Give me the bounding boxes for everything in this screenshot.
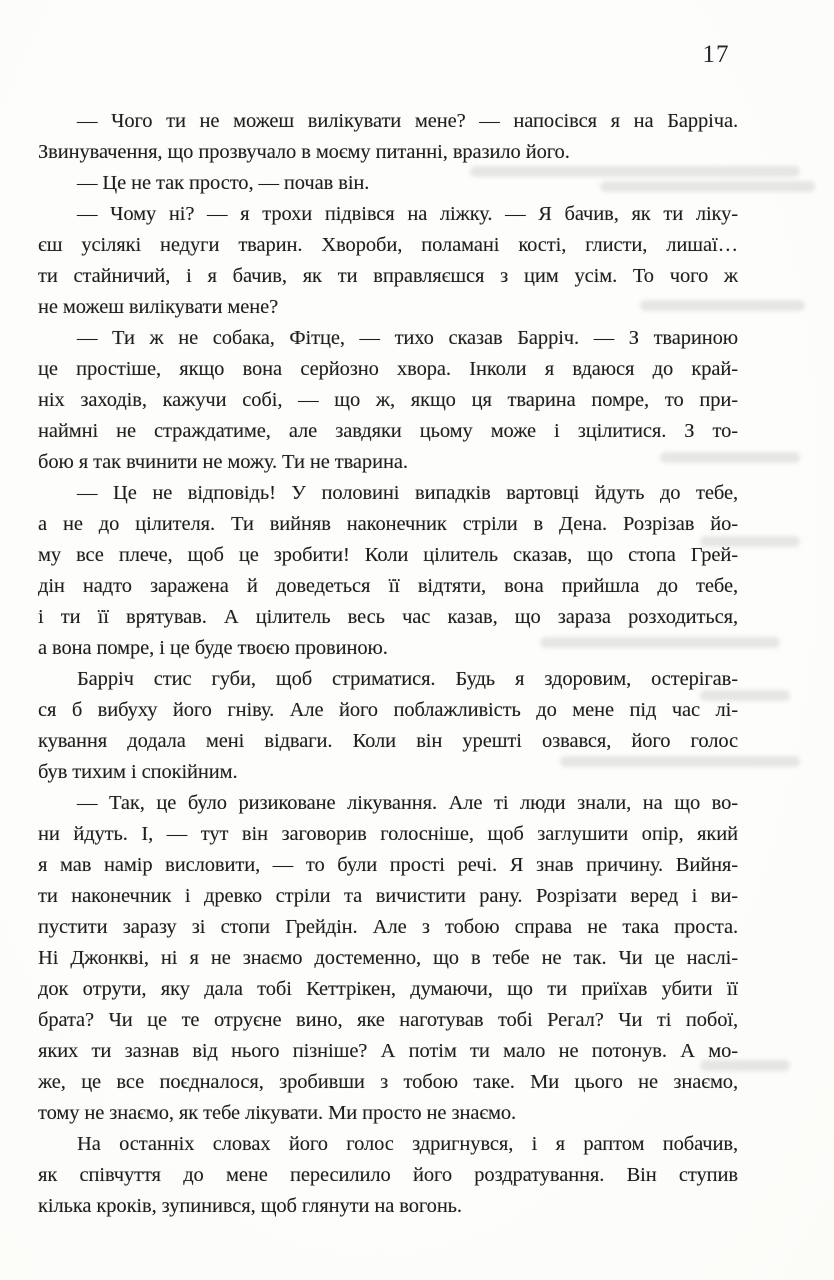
text-line: же, це все поєдналося, зробивши з тобою таке. Ми цього не знаємо, (38, 1071, 738, 1093)
text-line: наймні не страждатиме, але завдяки цьому може і зцілитися. З то- (38, 420, 738, 442)
text-line: бою я так вчинити не можу. Ти не тварина. (38, 451, 408, 473)
text-line: яких ти зазнав від нього пізніше? А потім ти мало не потонув. А мо- (38, 1040, 738, 1062)
text-line: ніх заходів, кажучи собі, — що ж, якщо ця тварина помре, то при- (38, 389, 738, 411)
text-line: кілька кроків, зупинився, щоб глянути на вогонь. (38, 1195, 462, 1217)
text-line: — Це не відповідь! У половині випадків вартовці йдуть до тебе, (77, 482, 738, 504)
text-line: — Так, це було ризиковане лікування. Але ті люди знали, на що во- (77, 792, 738, 814)
text-line: ти стайничий, і я бачив, як ти вправляєшся з цим усім. То чого ж (38, 265, 738, 287)
text-line: ни йдуть. І, — тут він заговорив голосніше, щоб заглушити опір, який (38, 823, 738, 845)
text-line: дін надто заражена й доведеться її відтяти, вона прийшла до тебе, (38, 575, 738, 597)
text-line: тому не знаємо, як тебе лікувати. Ми просто не знаємо. (38, 1102, 517, 1124)
text-line: я мав намір висловити, — то були прості речі. Я знав причину. Вийня- (38, 854, 738, 876)
text-line: Барріч стис губи, щоб стриматися. Будь я здоровим, остерігав- (77, 668, 738, 690)
text-line: — Чого ти не можеш вилікувати мене? — напосівся я на Барріча. (77, 110, 738, 132)
text-line: як співчуття до мене пересилило його роздратування. Він ступив (38, 1164, 738, 1186)
text-line: Звинувачення, що прозвучало в моєму питанні, вразило його. (38, 141, 570, 163)
text-line: док отрути, яку дала тобі Кеттрікен, думаючи, що ти приїхав убити її (38, 978, 738, 1000)
text-line: — Чому ні? — я трохи підвівся на ліжку. — Я бачив, як ти ліку- (77, 203, 738, 225)
text-line: а вона помре, і це буде твоєю провиною. (38, 637, 388, 659)
text-line: — Це не так просто, — почав він. (77, 172, 370, 194)
text-line: ти наконечник і древко стріли та вичистити рану. Розрізати веред і ви- (38, 885, 738, 907)
text-line: ся б вибуху його гніву. Але його поблажливість до мене під час лі- (38, 699, 738, 721)
text-line: і ти її врятував. А цілитель весь час казав, що зараза розходиться, (38, 606, 738, 628)
text-line: кування додала мені відваги. Коли він урешті озвався, його голос (38, 730, 738, 752)
text-line: а не до цілителя. Ти вийняв наконечник стріли в Дена. Розрізав йо- (38, 513, 738, 535)
text-line: єш усілякі недуги тварин. Хвороби, поламані кості, глисти, лишаї… (38, 234, 738, 256)
text-line: На останніх словах його голос здригнувся, і я раптом побачив, (77, 1133, 738, 1155)
text-line: брата? Чи це те отруєне вино, яке наготував тобі Регал? Чи ті побої, (38, 1009, 738, 1031)
text-line: був тихим і спокійним. (38, 761, 238, 783)
page-text (38, 106, 738, 1222)
text-line: не можеш вилікувати мене? (38, 296, 279, 318)
text-line: му все плече, щоб це зробити! Коли цілитель сказав, що стопа Грей- (38, 544, 738, 566)
text-line: це простіше, якщо вона серйозно хвора. Інколи я вдаюся до край- (38, 358, 738, 380)
text-line: пустити заразу зі стопи Грейдін. Але з тобою справа не така проста. (38, 916, 738, 938)
page-number: 17 (702, 41, 730, 68)
text-line: Ні Джонкві, ні я не знаємо достеменно, що в тебе не так. Чи це наслі- (38, 947, 738, 969)
text-line: — Ти ж не собака, Фітце, — тихо сказав Барріч. — З твариною (77, 327, 738, 349)
